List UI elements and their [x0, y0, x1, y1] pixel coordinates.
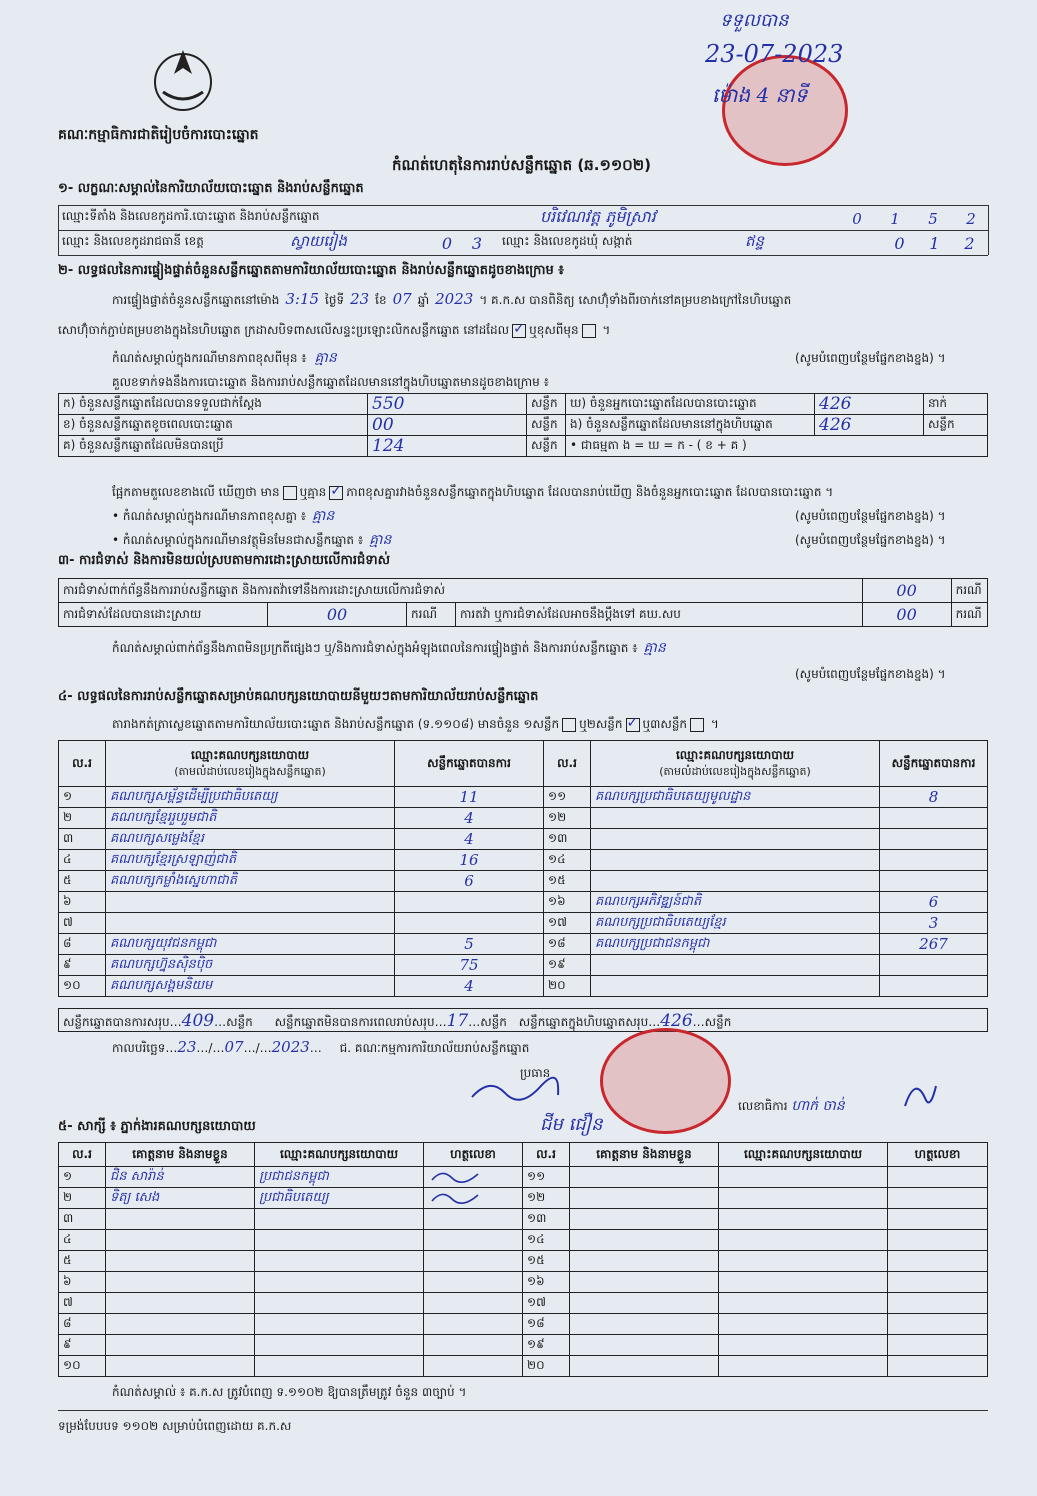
doc-title: កំណត់ហេតុនៃការរាប់សន្លឹកឆ្នោត (ឆ.១១០២) — [392, 156, 652, 174]
result-no: ៧ — [59, 913, 106, 934]
three-sheet-checkbox[interactable] — [690, 718, 704, 732]
result-votes — [395, 913, 544, 934]
witness-party — [719, 1314, 888, 1335]
witness-signature — [424, 1167, 523, 1188]
result-party: គណបក្សប្រជាធិបតេយ្យខ្មែរ — [591, 913, 880, 934]
result-votes: 4 — [395, 808, 544, 829]
witness-party — [255, 1293, 424, 1314]
odd-note: • កំណត់សម្គាល់ក្នុងករណីមានវត្ថុមិនមែនជាសន្លឹកឆ្នោត ៖ គ្មាន — [112, 532, 392, 548]
witness-row — [59, 1314, 988, 1335]
secretary-signature — [900, 1076, 940, 1116]
result-row — [59, 871, 988, 892]
witness-row — [59, 1230, 988, 1251]
witness-name — [570, 1314, 719, 1335]
results-table: ល.រ ឈ្មោះគណបក្សនយោបាយ (តាមលំដាប់លេខរៀងក្នុងសន្លឹកឆ្នោត) សន្លឹកឆ្នោតបានការ ល.រ ឈ្មោះគណបក្សនយោបាយ (តាមលំដាប់លេខរៀងក្នុងសន្លឹកឆ្នោត) សន្លឹកឆ្នោតបានការ ១ គណបក្សសម្ព័ន្ធដើម្បីប្រជាធិបតេយ្យ 11 ១១ គណបក្សប្រជាធិបតេយ្យមូលដ្ឋាន 8 ២ គណបក្សខ្មែររួបរួមជាតិ 4 ១២ ៣ គណបក្សសម្លេងខ្មែរ 4 ១៣ ៤ គណបក្សខ្មែរស្រឡាញ់ជាតិ 16 ១៤ ៥ គណបក្សកម្លាំងស្នេហាជាតិ 6 ១៥ ៦ ១៦ គណបក្សអភិវឌ្ឍន៍ជាតិ 6 ៧ ១៧ គណបក្សប្រជាធិបតេយ្យខ្មែរ 3 ៨ គណបក្សយុវជនកម្ពុជា 5 ១៨ គណបក្សប្រជាជនកម្ពុជា 267 ៩ គណបក្សហ្វ៊ុនស៊ិនប៉ិច 75 ១៩ ១០ គណបក្សសង្គមនិយម 4 ២០ — [58, 740, 988, 997]
result-row — [59, 787, 988, 808]
result-party: គណបក្សប្រជាជនកម្ពុជា — [591, 934, 880, 955]
witness-row — [59, 1293, 988, 1314]
objection-note: កំណត់សម្គាល់ពាក់ព័ន្ធនឹងភាពមិនប្រក្រតីផ្សេងៗ ឬ/និងការជំទាស់ក្នុងអំឡុងពេលនៃការផ្ទៀងផ្ទាត់ និងការរាប់សន្លឹកឆ្នោត ៖ គ្មាន — [112, 640, 666, 656]
witness-name — [106, 1314, 255, 1335]
chair-signature — [470, 1075, 560, 1105]
result-party — [106, 892, 395, 913]
witness-signature — [888, 1188, 988, 1209]
witness-name — [106, 1293, 255, 1314]
result-no: ១២ — [544, 808, 591, 829]
received-date: 23-07-2023 — [705, 40, 844, 68]
witness-signature — [888, 1167, 988, 1188]
result-votes: 75 — [395, 955, 544, 976]
verify-line: ការផ្ទៀងផ្ទាត់ចំនួនសន្លឹកឆ្នោតនៅម៉ោង 3:15 ថ្ងៃទី 23 ខែ 07 ឆ្នាំ 2023 ។ គ.ក.ស បានពិនិត្យ សោហ៊ុំទាំងពីរចាក់នៅគម្របខាងក្រៅនៃហិបឆ្នោត — [112, 290, 792, 308]
witness-name — [570, 1230, 719, 1251]
witness-signature — [424, 1272, 523, 1293]
witness-signature — [888, 1251, 988, 1272]
result-votes — [880, 955, 988, 976]
form-note: ទម្រង់បែបបទ ១១០២ សម្រាប់បំពេញដោយ គ.ក.ស — [58, 1419, 292, 1433]
result-party: គណបក្សអភិវឌ្ឍន៍ជាតិ — [591, 892, 880, 913]
witness-name: ទិត្យ សេង — [106, 1188, 255, 1209]
result-party — [591, 955, 880, 976]
witness-no: ៣ — [59, 1209, 106, 1230]
witness-name — [106, 1209, 255, 1230]
result-votes — [880, 976, 988, 997]
witness-row — [59, 1209, 988, 1230]
result-party: គណបក្សខ្មែររួបរួមជាតិ — [106, 808, 395, 829]
sheet-count-line: តារាងកត់ត្រាស្លេខឆ្នោតតាមការិយាល័យបោះឆ្នោត និងរាប់សន្លឹកឆ្នោត (ទ.១១០៨) មានចំនួន ១សន្លឹក ឬ២សន្លឹក✓ ឬ៣សន្លឹក ។ — [112, 716, 719, 734]
chair-name: ជីម ជឿន — [540, 1114, 603, 1135]
witness-no: ៨ — [59, 1314, 106, 1335]
result-party: គណបក្សយុវជនកម្ពុជា — [106, 934, 395, 955]
witness-no: ៧ — [59, 1293, 106, 1314]
result-votes: 3 — [880, 913, 988, 934]
witness-party — [719, 1251, 888, 1272]
seal-note: កំណត់សម្គាល់ក្នុងករណីមានភាពខុសពីមុន ៖ គ្មាន — [112, 350, 337, 366]
result-no: ១៨ — [544, 934, 591, 955]
witness-row — [59, 1167, 988, 1188]
witness-party — [719, 1272, 888, 1293]
witness-no: ១៧ — [523, 1293, 570, 1314]
result-votes: 5 — [395, 934, 544, 955]
count-intro: គួលខទាក់ទងនឹងការបោះឆ្នោត និងការរាប់សន្លឹកឆ្នោតដែលមាននៅក្នុងហិបឆ្នោតមានដូចខាងក្រោម ៖ — [112, 375, 549, 389]
witness-name — [570, 1209, 719, 1230]
footnote: កំណត់សម្គាល់ ៖ គ.ក.ស ត្រូវបំពេញ ទ.១១០២ ឱ្យបានត្រឹមត្រូវ ចំនួន ៣ច្បាប់ ។ — [112, 1385, 467, 1399]
nec-logo — [148, 44, 218, 114]
objection-table: ការជំទាស់ពាក់ព័ន្ធនឹងការរាប់សន្លឹកឆ្នោត និងការតវ៉ាទៅនឹងការដោះស្រាយលើការជំទាស់ 00 ករណី ការជំទាស់ដែលបានដោះស្រាយ 00 ករណី ការតវ៉ា ឬការជំទាស់ដែលអាចនឹងប្តឹងទៅ គឃ.សប 00 ករណី — [58, 578, 988, 627]
document-page: គណៈកម្មាធិការជាតិរៀបចំការបោះឆ្នោត ទទួលបាន 23-07-2023 ម៉ោង 4 នាទី កំណត់ហេតុនៃការរាប់សន្លឹកឆ្នោត (ឆ.១១០២) ១- លក្ខណៈសម្គាល់នៃការិយាល័យបោះឆ្នោត និងរាប់សន្លឹកឆ្នោត ឈ្មោះទីតាំង និងលេខកូដការិ.បោះឆ្នោត និងរាប់សន្លឹកឆ្នោត បរិវេណវត្ត ភូមិស្រាវ 0 1 5 2 ឈ្មោះ និងលេខកូដរាជធានី ខេត្ត ស្វាយរៀង 0 3 ឈ្មោះ និងលេខកូដឃុំ សង្កាត់ ឥន្ទ 0 1 2 ២- លទ្ធផលនៃការផ្ទៀងផ្ទាត់ចំនួនសន្លឹកឆ្នោតតាមការិយាល័យបោះឆ្នោត និងរាប់សន្លឹកឆ្នោតដូចខាងក្រោម ៖ ការផ្ទៀងផ្ទាត់ចំនួនសន្លឹកឆ្នោតនៅម៉ោង 3:15 ថ្ងៃទី 23 ខែ 07 ឆ្នាំ 2023 ។ គ.ក.ស បានពិនិត្យ សោហ៊ុំទាំងពីរចាក់នៅគម្របខាងក្រៅនៃហិបឆ្នោត សោហ៊ុំចាក់ភ្ជាប់គម្របខាងក្នុងនៃហិបឆ្នោត ក្រដាសបិទពាសលើសន្ទះប្រឡោះលិកសន្លឹកឆ្នោត នៅដដែល✓ ឬខុសពីមុន ។ កំណត់សម្គាល់ក្នុងករណីមានភាពខុសពីមុន ៖ គ្មាន (សូមបំពេញបន្ថែមផ្នែកខាងខ្នង) ។ គួលខទាក់ទងនឹងការបោះឆ្នោត និងការរាប់សន្លឹកឆ្នោតដែលមាននៅក្នុងហិបឆ្នោតមានដូចខាងក្រោម ៖ ក) ចំនួនសន្លឹកឆ្នោតដែលបានទទួលជាក់ស្តែង 550 សន្លឹក ឃ) ចំនួនអ្នកបោះឆ្នោតដែលបានបោះឆ្នោត 426 នាក់ ខ) ចំនួនសន្លឹកឆ្នោតខូចពេលបោះឆ្នោត 00 សន្លឹក ង) ចំនួនសន្លឹកឆ្នោតដែលមាននៅក្នុងហិបឆ្នោត 426 សន្លឹក គ) ចំនួនសន្លឹកឆ្នោតដែលមិនបានប្រើ 124 សន្លឹក • ជាធម្មតា ង = ឃ = ក - ( ខ + គ ) ផ្អែកតាមតួលេខខាងលើ ឃើញថា មាន ឬគ្មាន✓ ភាពខុសគ្នារវាងចំនួនសន្លឹកឆ្នោតក្នុងហិបឆ្នោត ដែលបានរាប់ឃើញ និងចំនួនអ្នកបោះឆ្នោត ដែលបានបោះឆ្នោត ។ • កំណត់សម្គាល់ក្នុងករណីមានភាពខុសគ្នា ៖ គ្មាន (សូមបំពេញបន្ថែមផ្នែកខាងខ្នង) ។ • កំណត់សម្គាល់ក្នុងករណីមានវត្ថុមិនមែនជាសន្លឹកឆ្នោត ៖ គ្មាន (សូមបំពេញបន្ថែមផ្នែកខាងខ្នង) ។ ៣- ការជំទាស់ និងការមិនយល់ស្របតាមការដោះស្រាយលើការជំទាស់ ការជំទាស់ពាក់ព័ន្ធនឹងការរាប់សន្លឹកឆ្នោត និងការតវ៉ាទៅនឹងការដោះស្រាយលើការជំទាស់ 00 ករណី ការជំទាស់ដែលបានដោះស្រាយ 00 ករណី ការតវ៉ា ឬការជំទាស់ដែលអាចនឹងប្តឹងទៅ គឃ.សប 00 ករណី កំណត់សម្គាល់ពាក់ព័ន្ធនឹងភាពមិនប្រក្រតីផ្សេងៗ ឬ/និងការជំទាស់ក្នុងអំឡុងពេលនៃការផ្ទៀងផ្ទាត់ និងការរាប់សន្លឹកឆ្នោត ៖ គ្មាន (សូមបំពេញបន្ថែមផ្នែកខាងខ្នង) ។ ៤- លទ្ធផលនៃការរាប់សន្លឹកឆ្នោតសម្រាប់គណបក្សនយោបាយនីមួយៗតាមការិយាល័យរាប់សន្លឹកឆ្នោត តារាងកត់ត្រាស្លេខឆ្នោតតាមការិយាល័យបោះឆ្នោត និងរាប់សន្លឹកឆ្នោត (ទ.១១០៨) មានចំនួន ១សន្លឹក ឬ២សន្លឹក✓ ឬ៣សន្លឹក ។ ល.រ ឈ្មោះគណបក្សនយោបាយ (តាមលំដាប់លេខរៀងក្នុងសន្លឹកឆ្នោត) សន្លឹកឆ្នោតបានការ ល.រ ឈ្មោះគណបក្សនយោបាយ (តាមលំដាប់លេខរៀងក្នុងសន្លឹកឆ្នោត) សន្លឹកឆ្នោតបានការ ១ គណបក្សសម្ព័ន្ធដើម្បីប្រជាធិបតេយ្យ 11 ១១ គណបក្សប្រជាធិបតេយ្យមូលដ្ឋាន 8 ២ គណបក្សខ្មែររួបរួមជាតិ 4 ១២ ៣ គណបក្សសម្លេងខ្មែរ 4 ១៣ ៤ គណបក្សខ្មែរស្រឡាញ់ជាតិ 16 ១៤ ៥ គណបក្សកម្លាំងស្នេហាជាតិ 6 ១៥ ៦ ១៦ គណបក្សអភិវឌ្ឍន៍ជាតិ 6 ៧ ១៧ គណបក្សប្រជាធិបតេយ្យខ្មែរ 3 ៨ គណបក្សយុវជនកម្ពុជា 5 ១៨ គណបក្សប្រជាជនកម្ពុជា 267 ៩ គណបក្សហ្វ៊ុនស៊ិនប៉ិច 75 ១៩ ១០ គណបក្សសង្គមនិយម 4 ២០ សន្លឹកឆ្នោតបានការសរុប…409…សន្លឹក សន្លឹកឆ្នោតមិនបានការពេលរាប់សរុប…17…សន្លឹក សន្លឹកឆ្នោតក្នុងហិបឆ្នោតសរុប…426…សន្លឹក កាលបរិច្ឆេទ…23…/…07…/…2023… ជ. គណៈកម្មការការិយាល័យរាប់សន្លឹកឆ្នោត ប្រធាន ជីម ជឿន លេខាធិការ ហាក់ ចាន់ ៥- សាក្សី ៖ ភ្នាក់ងារគណបក្សនយោបាយ ល.រ គោត្តនាម និងនាមខ្លួន ឈ្មោះគណបក្សនយោបាយ ហត្ថលេខា ល.រ គោត្តនាម និងនាមខ្លួន ឈ្មោះគណបក្សនយោបាយ ហត្ថលេខា ១ ជិន សារ៉ាន់ ប្រជាជនកម្ពុជា ១១ ២ ទិត្យ សេង ប្រជាធិបតេយ្យ ១២ ៣ ១៣ ៤ ១៤ ៥ ១៥ ៦ ១៦ ៧ ១៧ ៨ ១៨ ៩ ១៩ ១០ ២០ កំណត់សម្គាល់ ៖ គ.ក.ស ត្រូវបំពេញ ទ.១១០២ ឱ្យបានត្រឹមត្រូវ ចំនួន ៣ច្បាប់ ។ ទម្រង់បែបបទ ១១០២ សម្រាប់បំពេញដោយ គ.ក.ស — [0, 0, 1037, 1496]
witness-row — [59, 1251, 988, 1272]
result-no: ១៧ — [544, 913, 591, 934]
result-row — [59, 913, 988, 934]
result-no: ៨ — [59, 934, 106, 955]
witness-row — [59, 1272, 988, 1293]
witness-party — [255, 1230, 424, 1251]
witness-signature — [424, 1251, 523, 1272]
fill-hint: (សូមបំពេញបន្ថែមផ្នែកខាងខ្នង) ។ — [795, 351, 946, 365]
witness-no: ១៨ — [523, 1314, 570, 1335]
result-row — [59, 850, 988, 871]
witness-party — [255, 1272, 424, 1293]
province-code: 0 3 — [441, 234, 483, 253]
result-votes — [880, 808, 988, 829]
section3-title: ៣- ការជំទាស់ និងការមិនយល់ស្របតាមការដោះស្រាយលើការជំទាស់ — [58, 553, 390, 568]
compare-line: ផ្អែកតាមតួលេខខាងលើ ឃើញថា មាន ឬគ្មាន✓ ភាពខុសគ្នារវាងចំនួនសន្លឹកឆ្នោតក្នុងហិបឆ្នោត ដែលបានរាប់ឃើញ និងចំនួនអ្នកបោះឆ្នោត ដែលបានបោះឆ្នោត ។ — [112, 484, 833, 502]
result-votes — [880, 871, 988, 892]
witness-name — [106, 1272, 255, 1293]
result-party — [591, 850, 880, 871]
result-party: គណបក្សសម្ព័ន្ធដើម្បីប្រជាធិបតេយ្យ — [106, 787, 395, 808]
witness-signature — [424, 1209, 523, 1230]
witness-no: ១៩ — [523, 1335, 570, 1356]
result-no: ២០ — [544, 976, 591, 997]
witness-party — [719, 1356, 888, 1377]
result-party — [106, 913, 395, 934]
result-votes: 11 — [395, 787, 544, 808]
result-row — [59, 808, 988, 829]
witness-name — [106, 1335, 255, 1356]
witness-signature — [424, 1188, 523, 1209]
result-party — [591, 808, 880, 829]
result-party: គណបក្សកម្លាំងស្នេហាជាតិ — [106, 871, 395, 892]
count-table: ក) ចំនួនសន្លឹកឆ្នោតដែលបានទទួលជាក់ស្តែង 550 សន្លឹក ឃ) ចំនួនអ្នកបោះឆ្នោតដែលបានបោះឆ្នោត 426 នាក់ ខ) ចំនួនសន្លឹកឆ្នោតខូចពេលបោះឆ្នោត 00 សន្លឹក ង) ចំនួនសន្លឹកឆ្នោតដែលមាននៅក្នុងហិបឆ្នោត 426 សន្លឹក គ) ចំនួនសន្លឹកឆ្នោតដែលមិនបានប្រើ 124 សន្លឹក • ជាធម្មតា ង = ឃ = ក - ( ខ + គ ) — [58, 393, 988, 457]
office-stamp — [600, 1028, 731, 1134]
received-time: ម៉ោង 4 នាទី — [712, 83, 808, 107]
witness-name — [570, 1335, 719, 1356]
witness-name — [570, 1293, 719, 1314]
witness-row — [59, 1335, 988, 1356]
date-line: កាលបរិច្ឆេទ…23…/…07…/…2023… ជ. គណៈកម្មការការិយាល័យរាប់សន្លឹកឆ្នោត — [112, 1038, 530, 1056]
witness-name: ជិន សារ៉ាន់ — [106, 1167, 255, 1188]
result-no: ១៦ — [544, 892, 591, 913]
result-party: គណបក្សសម្លេងខ្មែរ — [106, 829, 395, 850]
no-diff-checkbox[interactable] — [329, 486, 343, 500]
result-votes: 267 — [880, 934, 988, 955]
witness-party — [255, 1335, 424, 1356]
witness-signature — [888, 1335, 988, 1356]
witness-name — [570, 1272, 719, 1293]
witness-no: ៩ — [59, 1335, 106, 1356]
witness-name — [570, 1167, 719, 1188]
result-row — [59, 976, 988, 997]
witness-no: ១០ — [59, 1356, 106, 1377]
two-sheet-checkbox[interactable] — [626, 718, 640, 732]
witness-name — [570, 1356, 719, 1377]
witness-party — [255, 1209, 424, 1230]
result-no: ៩ — [59, 955, 106, 976]
witness-party — [719, 1230, 888, 1251]
result-votes — [395, 892, 544, 913]
witness-party: ប្រជាជនកម្ពុជា — [255, 1167, 424, 1188]
witness-name — [106, 1230, 255, 1251]
witness-no: ១៣ — [523, 1209, 570, 1230]
result-party — [591, 976, 880, 997]
witness-row — [59, 1356, 988, 1377]
result-party — [591, 829, 880, 850]
result-row — [59, 955, 988, 976]
witness-no: ១១ — [523, 1167, 570, 1188]
witness-no: ១២ — [523, 1188, 570, 1209]
result-votes: 16 — [395, 850, 544, 871]
witness-party — [719, 1293, 888, 1314]
witness-no: ១ — [59, 1167, 106, 1188]
location-value: បរិវេណវត្ត ភូមិស្រាវ — [540, 207, 656, 226]
result-party — [591, 871, 880, 892]
result-no: ៣ — [59, 829, 106, 850]
result-no: ១១ — [544, 787, 591, 808]
witness-party — [255, 1356, 424, 1377]
result-row — [59, 892, 988, 913]
seal-line: សោហ៊ុំចាក់ភ្ជាប់គម្របខាងក្នុងនៃហិបឆ្នោត ក្រដាសបិទពាសលើសន្ទះប្រឡោះលិកសន្លឹកឆ្នោត នៅដដែល✓ ឬខុសពីមុន ។ — [58, 322, 610, 340]
result-row — [59, 829, 988, 850]
witness-no: ១៦ — [523, 1272, 570, 1293]
witness-name — [106, 1251, 255, 1272]
witness-signature — [888, 1356, 988, 1377]
witness-no: ៤ — [59, 1230, 106, 1251]
witness-party — [719, 1167, 888, 1188]
witness-signature — [888, 1293, 988, 1314]
witness-party — [255, 1251, 424, 1272]
result-no: ២ — [59, 808, 106, 829]
witness-signature — [888, 1272, 988, 1293]
commune-value: ឥន្ទ — [745, 232, 765, 250]
witness-signature — [424, 1356, 523, 1377]
received-note: ទទួលបាន — [720, 10, 789, 31]
result-party: គណបក្សខ្មែរស្រឡាញ់ជាតិ — [106, 850, 395, 871]
result-row — [59, 934, 988, 955]
section2-title: ២- លទ្ធផលនៃការផ្ទៀងផ្ទាត់ចំនួនសន្លឹកឆ្នោតតាមការិយាល័យបោះឆ្នោត និងរាប់សន្លឹកឆ្នោតដូចខាងក្រោម ៖ — [58, 263, 564, 278]
result-party: គណបក្សសង្គមនិយម — [106, 976, 395, 997]
commune-label: ឈ្មោះ និងលេខកូដឃុំ សង្កាត់ — [502, 234, 633, 248]
result-votes: 6 — [395, 871, 544, 892]
result-no: ១៣ — [544, 829, 591, 850]
witness-no: ៦ — [59, 1272, 106, 1293]
witness-signature — [424, 1335, 523, 1356]
witness-signature — [888, 1209, 988, 1230]
location-code: 0 1 5 2 — [852, 210, 976, 228]
result-no: ១០ — [59, 976, 106, 997]
witness-no: ៥ — [59, 1251, 106, 1272]
witness-no: ២០ — [523, 1356, 570, 1377]
location-label: ឈ្មោះទីតាំង និងលេខកូដការិ.បោះឆ្នោត និងរាប់សន្លឹកឆ្នោត — [62, 209, 320, 223]
secretary-label: លេខាធិការ ហាក់ ចាន់ — [738, 1098, 845, 1114]
witness-party — [255, 1314, 424, 1335]
witness-party — [719, 1209, 888, 1230]
witness-party: ប្រជាធិបតេយ្យ — [255, 1188, 424, 1209]
province-label: ឈ្មោះ និងលេខកូដរាជធានី ខេត្ត — [62, 234, 204, 248]
result-party: គណបក្សប្រជាធិបតេយ្យមូលដ្ឋាន — [591, 787, 880, 808]
result-no: ១៤ — [544, 850, 591, 871]
witness-no: ១៥ — [523, 1251, 570, 1272]
commune-code: 0 1 2 — [894, 234, 975, 253]
witness-name — [570, 1188, 719, 1209]
committee-name: គណៈកម្មាធិការជាតិរៀបចំការបោះឆ្នោត — [58, 127, 259, 143]
diff-note: • កំណត់សម្គាល់ក្នុងករណីមានភាពខុសគ្នា ៖ គ្មាន — [112, 508, 335, 524]
witness-no: ១៤ — [523, 1230, 570, 1251]
witness-party — [719, 1335, 888, 1356]
result-no: ៤ — [59, 850, 106, 871]
witness-no: ២ — [59, 1188, 106, 1209]
witness-name — [570, 1251, 719, 1272]
section5-title: ៥- សាក្សី ៖ ភ្នាក់ងារគណបក្សនយោបាយ — [58, 1119, 256, 1134]
result-votes: 6 — [880, 892, 988, 913]
result-no: ៦ — [59, 892, 106, 913]
witness-signature — [424, 1293, 523, 1314]
totals-line: សន្លឹកឆ្នោតបានការសរុប…409…សន្លឹក សន្លឹកឆ្នោតមិនបានការពេលរាប់សរុប…17…សន្លឹក សន្លឹកឆ្នោតក្នុងហិបឆ្នោតសរុប…426…សន្លឹក — [58, 1008, 988, 1032]
province-value: ស្វាយរៀង — [290, 232, 347, 250]
result-no: ១៩ — [544, 955, 591, 976]
result-votes — [880, 850, 988, 871]
result-no: ១៥ — [544, 871, 591, 892]
has-diff-checkbox[interactable] — [283, 486, 297, 500]
chair-label: ប្រធាន — [520, 1066, 551, 1080]
result-votes: 8 — [880, 787, 988, 808]
result-votes — [880, 829, 988, 850]
witness-party — [719, 1188, 888, 1209]
section4-title: ៤- លទ្ធផលនៃការរាប់សន្លឹកឆ្នោតសម្រាប់គណបក្សនយោបាយនីមួយៗតាមការិយាល័យរាប់សន្លឹកឆ្នោត — [58, 689, 539, 704]
witness-signature — [424, 1230, 523, 1251]
section1-title: ១- លក្ខណៈសម្គាល់នៃការិយាល័យបោះឆ្នោត និងរាប់សន្លឹកឆ្នោត — [58, 181, 364, 196]
witness-signature — [888, 1230, 988, 1251]
witness-signature — [888, 1314, 988, 1335]
result-no: ១ — [59, 787, 106, 808]
result-no: ៥ — [59, 871, 106, 892]
result-party: គណបក្សហ្វ៊ុនស៊ិនប៉ិច — [106, 955, 395, 976]
witness-row — [59, 1188, 988, 1209]
witness-signature — [424, 1314, 523, 1335]
result-votes: 4 — [395, 976, 544, 997]
witness-name — [106, 1356, 255, 1377]
one-sheet-checkbox[interactable] — [562, 718, 576, 732]
different-checkbox[interactable] — [582, 324, 596, 338]
witness-table: ល.រ គោត្តនាម និងនាមខ្លួន ឈ្មោះគណបក្សនយោបាយ ហត្ថលេខា ល.រ គោត្តនាម និងនាមខ្លួន ឈ្មោះគណបក្សនយោបាយ ហត្ថលេខា ១ ជិន សារ៉ាន់ ប្រជាជនកម្ពុជា ១១ ២ ទិត្យ សេង ប្រជាធិបតេយ្យ ១២ ៣ ១៣ ៤ ១៤ ៥ ១៥ ៦ ១៦ ៧ ១៧ ៨ ១៨ ៩ ១៩ ១០ ២០ — [58, 1142, 988, 1377]
result-votes: 4 — [395, 829, 544, 850]
same-checkbox[interactable] — [512, 324, 526, 338]
